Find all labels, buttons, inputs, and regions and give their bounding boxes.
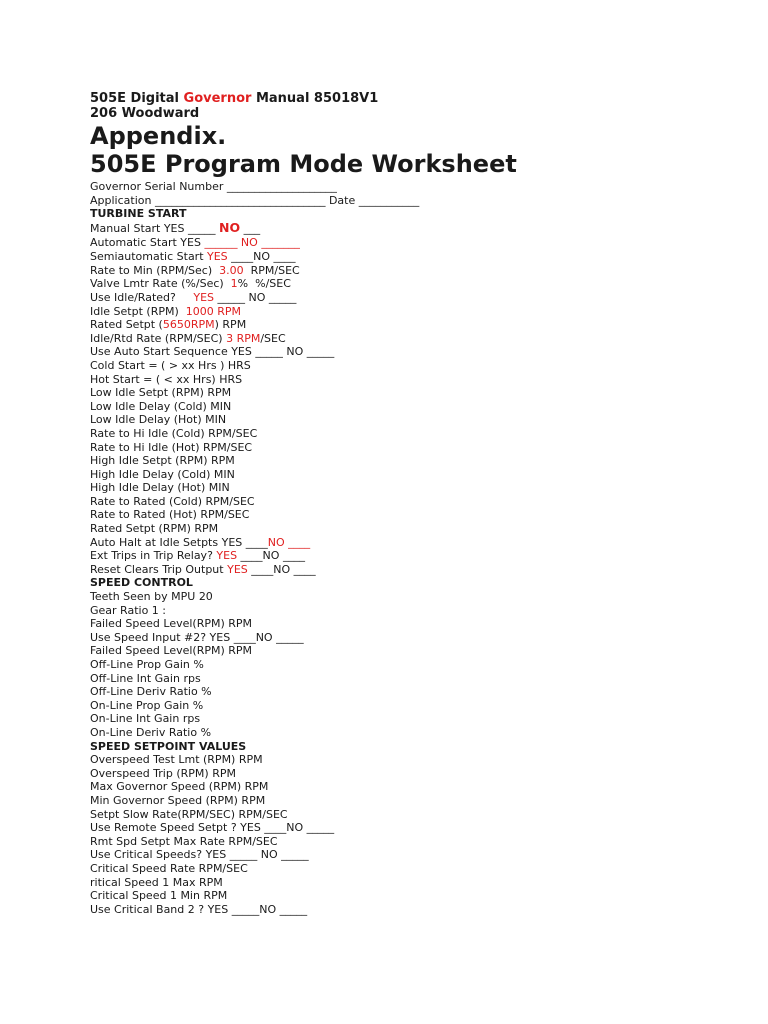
highlighted-value: 3 RPM (226, 331, 261, 345)
line-text: Use Speed Input #2? YES ____NO _____ (90, 630, 304, 644)
highlighted-value: NO ____ (267, 535, 311, 549)
line-text: Rate to Min (RPM/Sec) (90, 263, 220, 277)
worksheet-line (90, 767, 730, 781)
highlighted-value: YES (216, 549, 238, 563)
worksheet-line (90, 318, 730, 332)
worksheet-line (90, 876, 730, 890)
highlighted-value: YES (193, 290, 214, 304)
worksheet-line (90, 726, 730, 740)
worksheet-line (90, 699, 730, 713)
highlighted-value: YES (227, 562, 248, 576)
worksheet-line (90, 481, 730, 495)
worksheet-line (90, 644, 730, 658)
manual-header-line-2: 206 Woodward (90, 106, 200, 121)
line-text: Failed Speed Level(RPM) RPM (90, 644, 253, 658)
worksheet-line (90, 821, 730, 835)
worksheet-line (90, 536, 730, 550)
line-text: High Idle Delay (Cold) MIN (90, 467, 235, 481)
worksheet-line (90, 400, 730, 414)
worksheet-line (90, 563, 730, 577)
line-text: Min Governor Speed (RPM) RPM (90, 793, 266, 807)
line-text: SPEED CONTROL (90, 576, 193, 590)
line-text: _____ NO _____ (214, 290, 297, 304)
line-text: ____NO ____ (227, 250, 296, 264)
highlighted-value: NO (218, 219, 241, 235)
worksheet-line (90, 495, 730, 509)
line-text: /SEC (260, 331, 286, 345)
manual-header (90, 91, 730, 121)
worksheet-line (90, 250, 730, 264)
worksheet-line (90, 373, 730, 387)
worksheet-line (90, 862, 730, 876)
line-text: On-Line Deriv Ratio % (90, 725, 212, 739)
header-governor: Governor (183, 91, 252, 106)
line-text: Use Auto Start Sequence YES _____ NO _____ (90, 345, 335, 359)
line-text: Low Idle Delay (Cold) MIN (90, 399, 232, 413)
line-text: Rate to Hi Idle (Cold) RPM/SEC (90, 426, 258, 440)
worksheet-document (90, 91, 730, 916)
line-text: Rated Setpt ( (90, 318, 163, 332)
line-text: RPM/SEC (243, 263, 300, 277)
worksheet-line (90, 835, 730, 849)
worksheet-line (90, 685, 730, 699)
page-title (90, 122, 730, 178)
line-text: Reset Clears Trip Output (90, 562, 228, 576)
line-text: Manual Start YES _____ (90, 221, 219, 235)
line-text: Max Governor Speed (RPM) RPM (90, 780, 269, 794)
highlighted-value: 1 (230, 277, 238, 291)
line-text: Low Idle Setpt (RPM) RPM (90, 386, 232, 400)
line-text: Rated Setpt (RPM) RPM (90, 522, 219, 536)
worksheet-line (90, 808, 730, 822)
title-worksheet: 505E Program Mode Worksheet (90, 150, 517, 178)
worksheet-line (90, 903, 730, 917)
worksheet-line (90, 631, 730, 645)
line-text: Rate to Rated (Hot) RPM/SEC (90, 508, 250, 522)
section-heading (90, 740, 730, 754)
worksheet-line (90, 617, 730, 631)
line-text: Critical Speed Rate RPM/SEC (90, 861, 248, 875)
line-text: Rmt Spd Setpt Max Rate RPM/SEC (90, 834, 278, 848)
line-text: Setpt Slow Rate(RPM/SEC) RPM/SEC (90, 807, 288, 821)
line-text: Semiautomatic Start (90, 250, 208, 264)
worksheet-line (90, 345, 730, 359)
line-text: Gear Ratio 1 : (90, 603, 166, 617)
section-heading (90, 576, 730, 590)
worksheet-line (90, 454, 730, 468)
line-text: Governor Serial Number ____________________ (90, 180, 337, 193)
worksheet-line (90, 889, 730, 903)
line-text: On-Line Prop Gain % (90, 698, 204, 712)
line-text: TURBINE START (90, 207, 187, 221)
line-text: Failed Speed Level(RPM) RPM (90, 617, 253, 631)
line-text: On-Line Int Gain rps (90, 712, 201, 726)
line-text: Teeth Seen by MPU 20 (90, 590, 213, 604)
header-prefix: 505E Digital (90, 91, 184, 106)
line-text: Ext Trips in Trip Relay? (90, 549, 217, 563)
line-text: Low Idle Delay (Hot) MIN (90, 413, 227, 427)
line-text: Application _______________________________ Date ___________ (90, 193, 420, 207)
line-text: Overspeed Test Lmt (RPM) RPM (90, 753, 263, 767)
worksheet-line (90, 332, 730, 346)
worksheet-line (90, 604, 730, 618)
line-text: ritical Speed 1 Max RPM (90, 875, 223, 889)
header-suffix: Manual 85018V1 (251, 91, 379, 106)
title-appendix: Appendix. (90, 122, 227, 150)
worksheet-line (90, 359, 730, 373)
worksheet-line (90, 468, 730, 482)
worksheet-line (90, 386, 730, 400)
line-text: ____NO ____ (237, 549, 305, 563)
worksheet-line (90, 522, 730, 536)
line-text: Off-Line Int Gain rps (90, 671, 201, 685)
worksheet-line (90, 712, 730, 726)
line-text: Idle/Rtd Rate (RPM/SEC) (90, 331, 227, 345)
worksheet-line (90, 413, 730, 427)
line-text: Auto Halt at Idle Setpts YES ____ (90, 535, 268, 549)
worksheet-line (90, 441, 730, 455)
line-text: Rate to Rated (Cold) RPM/SEC (90, 494, 255, 508)
line-text: Use Remote Speed Setpt ? YES ____NO _____ (90, 821, 335, 835)
worksheet-line (90, 658, 730, 672)
worksheet-line (90, 221, 730, 236)
line-text: Cold Start = ( > xx Hrs ) HRS (90, 358, 251, 372)
worksheet-line (90, 236, 730, 250)
worksheet-line (90, 291, 730, 305)
worksheet-line (90, 508, 730, 522)
worksheet-line (90, 264, 730, 278)
worksheet-line (90, 848, 730, 862)
worksheet-line (90, 305, 730, 319)
line-text: Off-Line Deriv Ratio % (90, 685, 212, 699)
worksheet-line (90, 180, 730, 194)
line-text: Use Idle/Rated? (90, 290, 194, 304)
worksheet-lines (90, 180, 730, 916)
highlighted-value: YES (207, 250, 228, 264)
worksheet-line (90, 794, 730, 808)
worksheet-line (90, 427, 730, 441)
line-text: Off-Line Prop Gain % (90, 658, 204, 671)
line-text: ____NO ____ (247, 562, 316, 576)
line-text: ) RPM (214, 318, 247, 332)
line-text: High Idle Delay (Hot) MIN (90, 481, 230, 495)
line-text: Idle Setpt (RPM) (90, 304, 186, 318)
line-text: SPEED SETPOINT VALUES (90, 739, 247, 753)
line-text: Use Critical Speeds? YES _____ NO _____ (90, 848, 309, 862)
line-text: Valve Lmtr Rate (%/Sec) (90, 277, 231, 291)
worksheet-line (90, 194, 730, 208)
line-text: % %/SEC (237, 277, 291, 291)
highlighted-value: 1000 RPM (185, 304, 242, 318)
line-text: Rate to Hi Idle (Hot) RPM/SEC (90, 440, 253, 454)
highlighted-value: 3.00 (219, 263, 244, 277)
line-text: Hot Start = ( < xx Hrs) HRS (90, 372, 243, 386)
line-text: Use Critical Band 2 ? YES _____NO _____ (90, 902, 308, 916)
worksheet-line (90, 549, 730, 563)
section-heading (90, 207, 730, 221)
worksheet-line (90, 590, 730, 604)
worksheet-line (90, 672, 730, 686)
worksheet-line (90, 753, 730, 767)
worksheet-line (90, 780, 730, 794)
highlighted-value: ______ NO _______ (204, 235, 300, 249)
line-text: ___ (240, 221, 261, 235)
line-text: Critical Speed 1 Min RPM (90, 889, 228, 903)
line-text: High Idle Setpt (RPM) RPM (90, 454, 235, 468)
manual-header-line-1 (90, 91, 730, 106)
line-text: Overspeed Trip (RPM) RPM (90, 766, 236, 780)
highlighted-value: 5650RPM (162, 318, 215, 332)
worksheet-line (90, 277, 730, 291)
line-text: Automatic Start YES (90, 235, 205, 249)
